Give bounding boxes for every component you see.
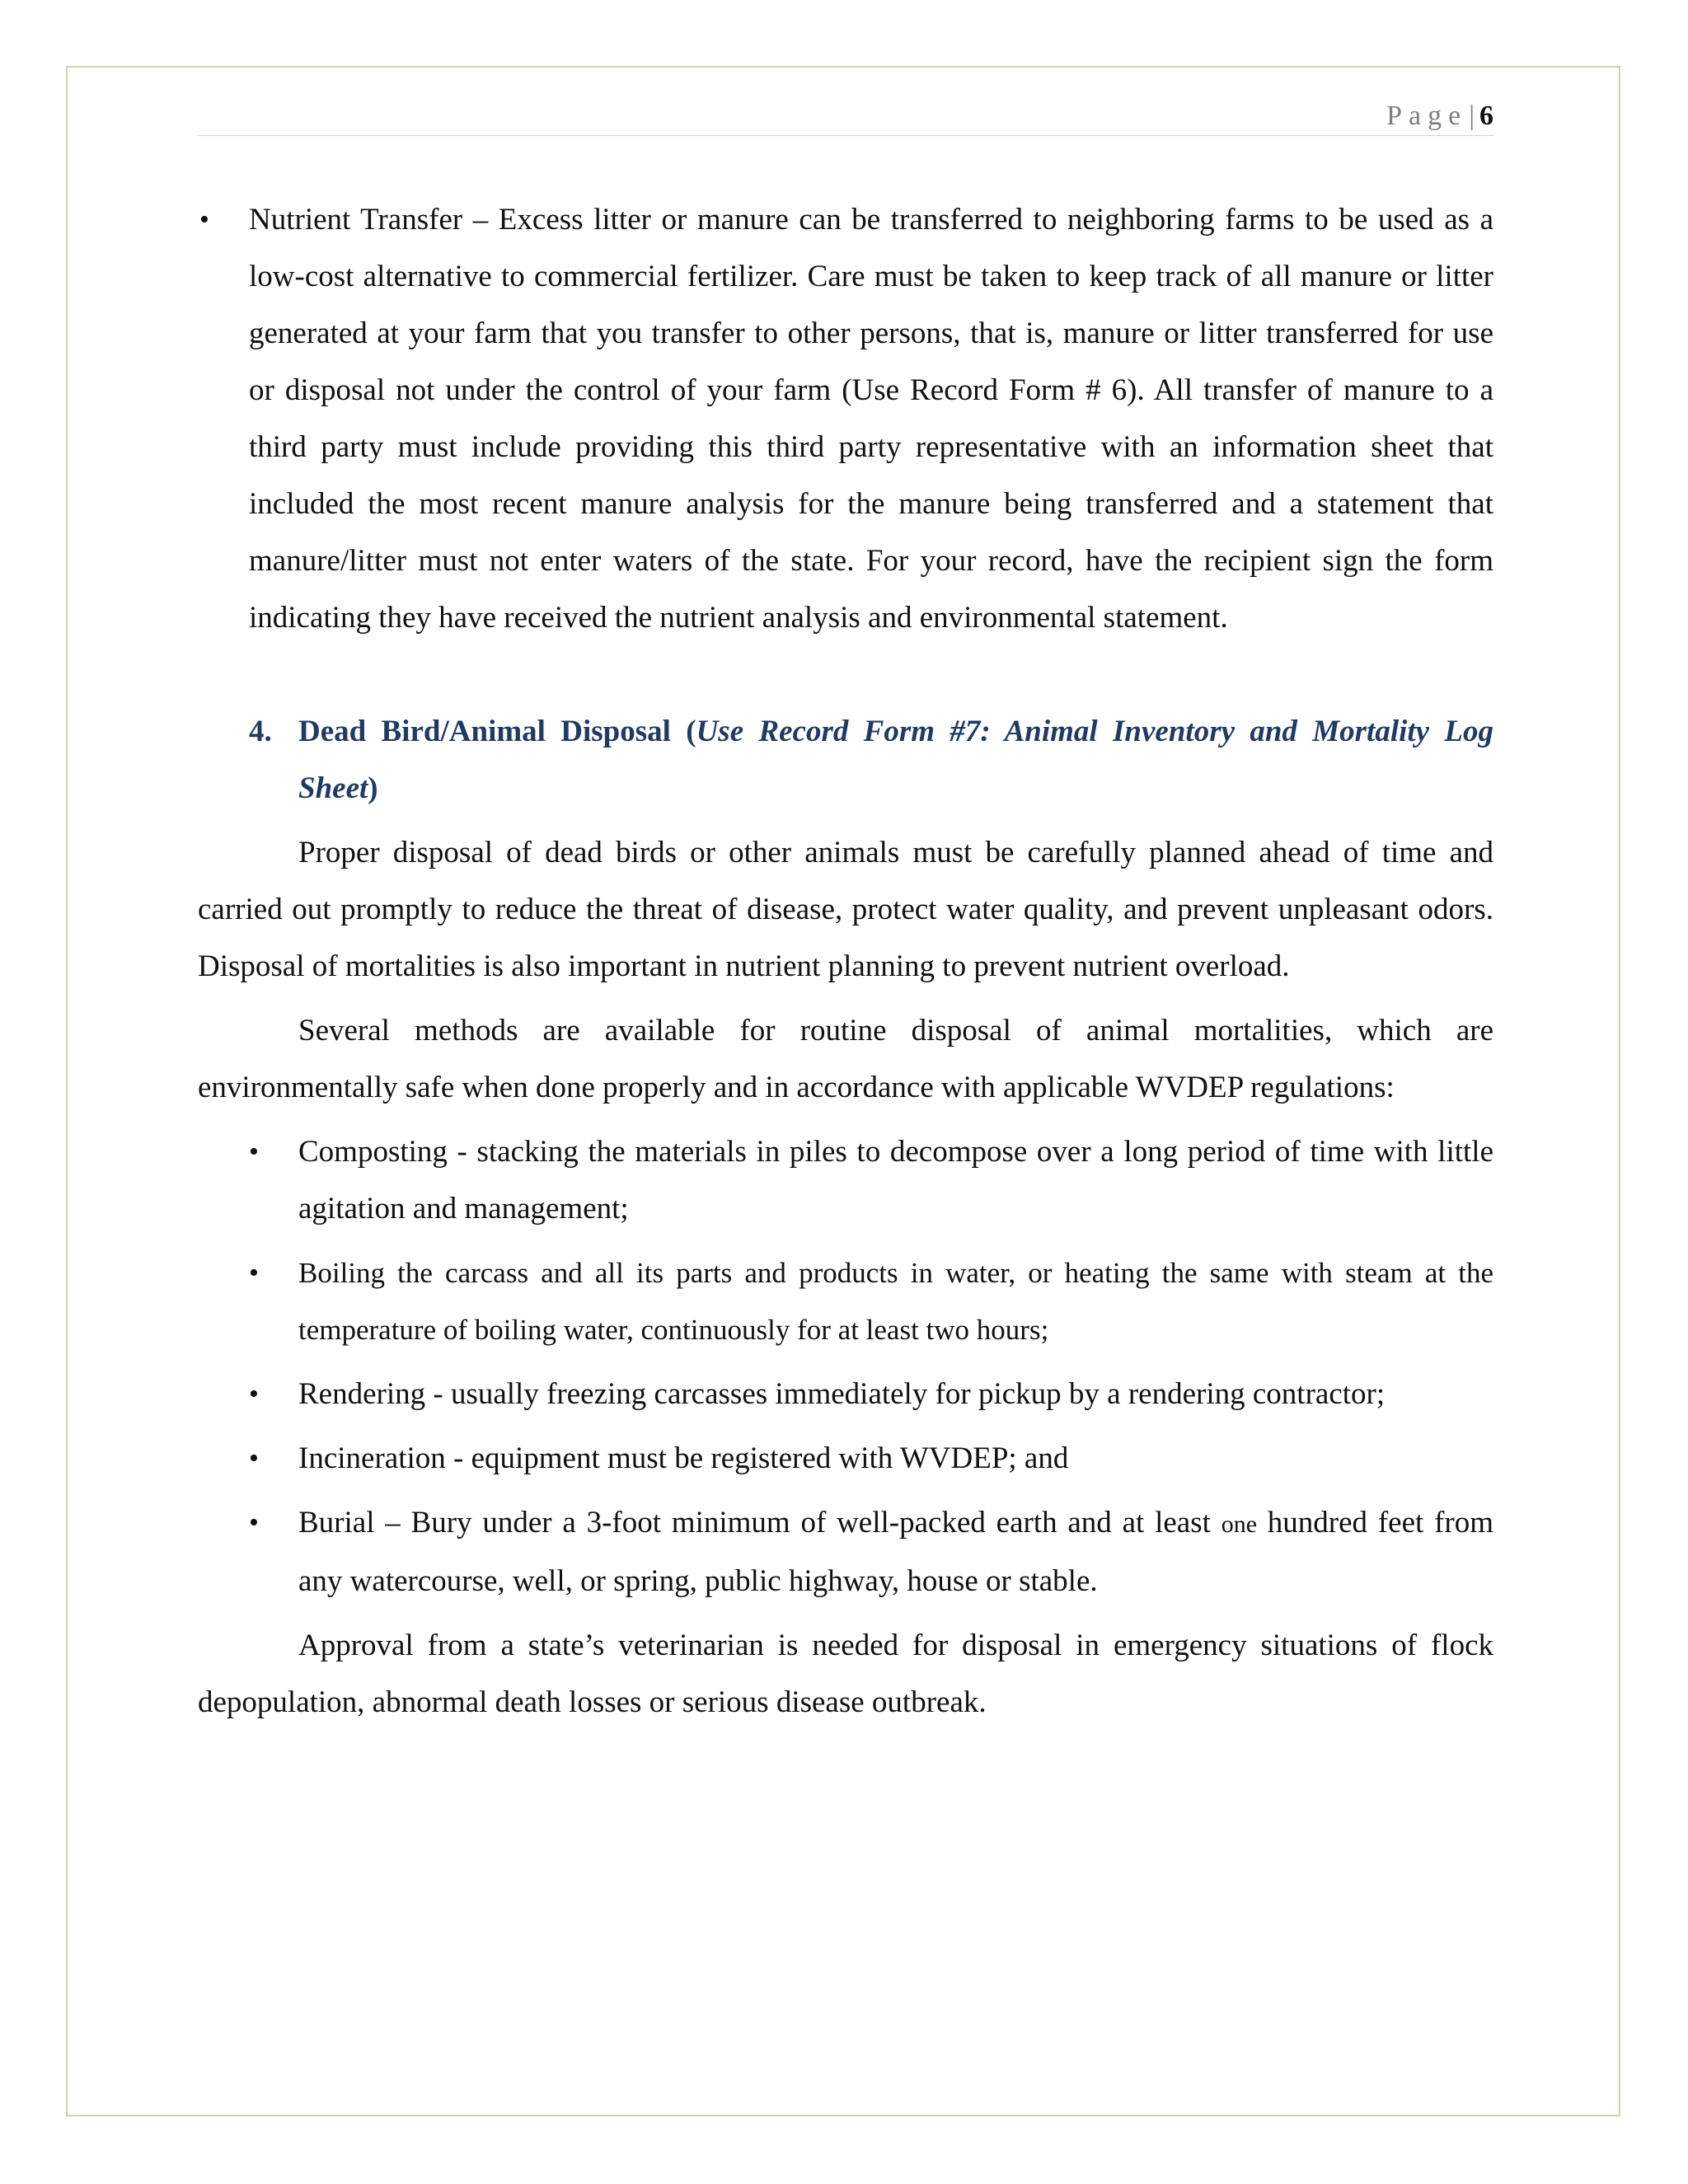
list-item-burial [198,1494,1493,1610]
list-item-text: Rendering - usually freezing carcasses immediately for pickup by a rendering contractor; [298,1377,1386,1411]
bullet-icon: • [249,1443,259,1474]
bullet-icon: • [249,1507,259,1538]
page-label: Page [1386,101,1468,131]
paragraph-proper-disposal: Proper disposal of dead birds or other animals must be carefully planned ahead of time and carried out promptly to reduce the threat of disease, protect water quality, and prevent unpleasant odors. Disposal of mortalities is also important in nutrient planning to prevent nutrient overload. [198,836,1493,983]
paragraph-veterinarian-approval: Approval from a state’s veterinarian is needed for disposal in emergency situations of flock depopulation, abnormal death losses or serious disease outbreak. [198,1629,1493,1719]
bullet-icon: • [249,1258,259,1288]
section-title-form-reference: Use Record Form #7: Animal Inventory and Mortality Log Sheet [298,715,1493,805]
nutrient-transfer-item [198,191,1493,646]
section-number: 4. [249,715,272,748]
bullet-icon: • [199,204,209,235]
list-item-composting [198,1123,1493,1237]
list-item-text: hundred feet from any watercourse, well, or spring, public highway, house or stable. [298,1506,1493,1598]
page-number: 6 [1479,101,1493,131]
section-title: Dead Bird/Animal Disposal ( [298,715,696,748]
bullet-icon: • [249,1379,259,1409]
list-item-text: Incineration - equipment must be registered with WVDEP; and [298,1441,1069,1475]
list-item-text-small: one [1221,1511,1258,1538]
list-item-incineration [198,1430,1493,1487]
document-body [198,191,1493,1731]
disposal-methods-list [198,1123,1493,1610]
list-item-text: Boiling the carcass and all its parts and products in water, or heating the same with steam at the temperature of boiling water, continuously for at least two hours; [298,1257,1493,1346]
list-item-boiling [198,1244,1493,1358]
list-item-text: Burial – Bury under a 3-foot minimum of well-packed earth and at least [298,1506,1221,1540]
section-title-close: ) [368,771,378,805]
bullet-icon: • [249,1137,259,1167]
paragraph-disposal-methods: Several methods are available for routine disposal of animal mortalities, which are environmentally safe when done properly and in accordance with applicable WVDEP regulations: [198,1014,1493,1104]
list-item-rendering [198,1366,1493,1422]
page-header [198,97,1493,136]
list-item-text: Composting - stacking the materials in piles to decompose over a long period of time with little agitation and management; [298,1135,1493,1226]
section-heading-dead-bird-disposal [198,703,1493,817]
nutrient-transfer-text: Nutrient Transfer – Excess litter or manure can be transferred to neighboring farms to be used as a low-cost alternative to commercial fertilizer. Care must be taken to keep track of all manure or litter generated at your farm that you transfer to other persons, that is, manure or litter transferred for use or disposal not under the control of your farm (Use Record Form # 6). All transfer of manure to a third party must include providing this third party representative with an information sheet that included the most recent manure analysis for the manure being transferred and a statement that manure/litter must not enter waters of the state. For your record, have the recipient sign the form indicating they have received the nutrient analysis and environmental statement. [249,203,1493,635]
page-separator: | [1469,101,1475,131]
